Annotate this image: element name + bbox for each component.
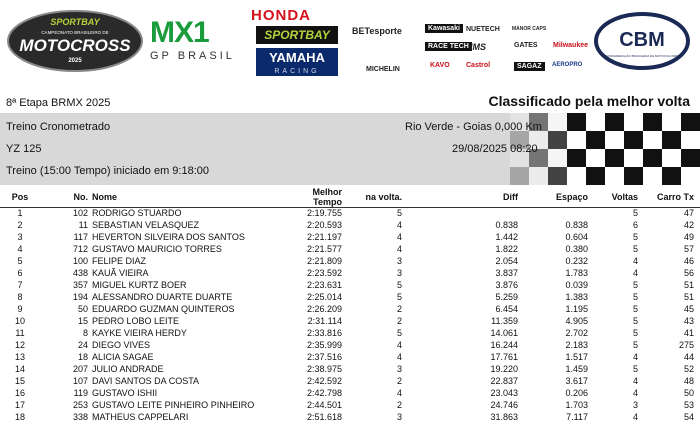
checker-square: [529, 167, 548, 185]
cell-transponder: 50: [683, 388, 694, 398]
cell-number: 357: [72, 280, 88, 290]
cell-gap: 0.380: [565, 244, 588, 254]
checker-square: [643, 167, 662, 185]
class-model: YZ 125: [6, 143, 42, 155]
cell-laps: 4: [632, 268, 638, 278]
cell-name: RODRIGO STUARDO: [92, 208, 182, 219]
checker-square: [586, 149, 605, 167]
col-pos: Pos: [11, 192, 29, 202]
cell-on-lap: 5: [396, 208, 402, 219]
checker-square: [681, 149, 700, 167]
table-row: [0, 232, 700, 244]
checker-square: [662, 113, 681, 131]
cell-name: EDUARDO GUZMAN QUINTEROS: [92, 304, 235, 314]
cell-on-lap: 2: [396, 400, 402, 410]
cell-laps: 4: [632, 256, 638, 266]
cell-on-lap: 5: [396, 280, 402, 290]
cell-diff: 0.838: [495, 220, 518, 230]
cell-on-lap: 3: [396, 364, 402, 374]
cell-on-lap: 3: [396, 256, 402, 266]
cell-transponder: 45: [683, 304, 694, 314]
cell-best-time: 2:21.809: [306, 256, 342, 266]
cell-laps: 4: [632, 388, 638, 398]
cell-best-time: 2:26.209: [306, 304, 342, 314]
cell-laps: 5: [632, 328, 638, 338]
checker-square: [624, 149, 643, 167]
cell-laps: 5: [632, 316, 638, 326]
table-row: [0, 220, 700, 232]
cell-transponder: 49: [683, 232, 694, 242]
cell-pos: 17: [14, 400, 25, 410]
cell-gap: 0.206: [565, 388, 588, 398]
cell-pos: 5: [17, 256, 23, 266]
cell-gap: 1.383: [565, 292, 588, 302]
logo-main-text: MOTOCROSS: [19, 36, 131, 55]
table-row: [0, 292, 700, 304]
logo-mid-text: CAMPEONATO BRASILEIRO DE: [41, 30, 109, 35]
cell-transponder: 43: [683, 316, 694, 326]
cell-laps: 4: [632, 376, 638, 386]
checker-square: [681, 113, 700, 131]
cell-laps: 5: [632, 304, 638, 314]
cell-diff: [428, 208, 518, 220]
checker-square: [567, 131, 586, 149]
col-diff: Diff: [503, 192, 518, 202]
cell-on-lap: 2: [396, 316, 402, 326]
table-row: [0, 412, 700, 424]
cell-name: HEVERTON SILVEIRA DOS SANTOS: [92, 232, 245, 242]
sponsor-gates: GATES: [514, 42, 538, 49]
cell-pos: 13: [14, 352, 25, 362]
cell-laps: 4: [632, 412, 638, 422]
cell-pos: 1: [17, 208, 23, 219]
checker-square: [662, 131, 681, 149]
checker-square: [643, 149, 662, 167]
checker-square: [548, 131, 567, 149]
checker-square: [624, 167, 643, 185]
cell-laps: 5: [632, 232, 638, 242]
checker-square: [624, 131, 643, 149]
cell-name: ALESSANDRO DUARTE DUARTE: [92, 292, 233, 302]
cell-pos: 11: [15, 328, 25, 338]
cell-transponder: 42: [683, 220, 694, 230]
checker-square: [605, 113, 624, 131]
cell-on-lap: 2: [396, 304, 402, 314]
table-row: [0, 400, 700, 412]
cell-best-time: 2:38.975: [306, 364, 342, 374]
location-text: Rio Verde - Goias 0,000 Km: [405, 121, 542, 133]
cell-number: 338: [72, 412, 88, 422]
cell-name: KAUÃ VIEIRA: [92, 268, 149, 278]
cell-number: 102: [72, 208, 88, 219]
cell-diff: 1.822: [495, 244, 518, 254]
table-row: [0, 340, 700, 352]
cell-transponder: 275: [678, 340, 694, 350]
logo-top-text: SPORTBAY: [50, 17, 100, 27]
cell-number: 207: [72, 364, 88, 374]
cell-number: 712: [72, 244, 88, 254]
cbm-sub-text: CONFEDERAÇÃO BRASILEIRA DE MOTOCICLISMO: [605, 54, 679, 58]
checker-square: [643, 113, 662, 131]
cell-diff: 16.244: [490, 340, 518, 350]
cell-gap: 0.039: [565, 280, 588, 290]
cell-gap: 1.459: [565, 364, 588, 374]
cell-diff: 23.043: [490, 388, 518, 398]
session-start-info: Treino (15:00 Tempo) iniciado em 9:18:00: [6, 165, 210, 177]
cell-number: 438: [72, 268, 88, 278]
col-name: Nome: [92, 192, 118, 202]
checker-square: [643, 131, 662, 149]
cell-gap: 1.783: [565, 268, 588, 278]
checker-square: [548, 113, 567, 131]
cell-pos: 10: [14, 316, 25, 326]
cell-best-time: 2:37.516: [306, 352, 342, 362]
cell-pos: 16: [14, 388, 25, 398]
cell-pos: 9: [17, 304, 23, 314]
checker-square: [567, 113, 586, 131]
cell-on-lap: 3: [396, 268, 402, 278]
sponsor-milwaukee: Milwaukee: [553, 42, 589, 49]
cell-number: 11: [78, 220, 88, 230]
cell-pos: 15: [14, 376, 25, 386]
cell-diff: 5.259: [495, 292, 518, 302]
cell-gap: 1.195: [565, 304, 588, 314]
cell-on-lap: 3: [396, 412, 402, 422]
cell-pos: 8: [17, 292, 23, 302]
yamaha-logo: [256, 48, 338, 76]
checker-square: [624, 113, 643, 131]
cell-transponder: 57: [683, 244, 694, 254]
col-laps: Voltas: [611, 192, 638, 202]
cell-laps: 5: [632, 208, 638, 219]
table-row: [0, 364, 700, 376]
cell-number: 194: [72, 292, 88, 302]
cell-laps: 5: [632, 244, 638, 254]
cell-number: 119: [73, 388, 88, 398]
cell-transponder: 46: [683, 256, 694, 266]
sponsor-castrol: Castrol: [466, 62, 491, 69]
cell-gap: [518, 208, 588, 220]
table-row: [0, 208, 700, 220]
checker-square: [586, 167, 605, 185]
cell-name: GUSTAVO ISHII: [92, 388, 158, 398]
sponsor-nuetech: NUETECH: [466, 26, 500, 33]
cell-pos: 3: [17, 232, 23, 242]
stage-title: 8ª Etapa BRMX 2025: [6, 97, 111, 109]
checker-square: [567, 149, 586, 167]
yamaha-sub-text: RACING: [274, 68, 320, 75]
cell-gap: 1.703: [565, 400, 588, 410]
session-name: Treino Cronometrado: [6, 121, 111, 133]
sponsor-race-tech: RACE TECH: [425, 42, 472, 51]
cell-name: FELIPE DIAZ: [92, 256, 147, 266]
cell-diff: 22.837: [490, 376, 518, 386]
cell-best-time: 2:21.197: [306, 232, 342, 242]
cell-diff: 24.746: [490, 400, 518, 410]
cell-diff: 2.054: [495, 256, 518, 266]
cell-pos: 6: [17, 268, 23, 278]
col-on-lap: na volta.: [365, 192, 402, 202]
table-row: [0, 304, 700, 316]
sponsor-kawasaki: Kawasaki: [425, 24, 463, 33]
table-row: [0, 316, 700, 328]
checker-square: [605, 131, 624, 149]
cell-number: 18: [77, 352, 88, 362]
logo-year-text: 2025: [68, 58, 82, 64]
cell-best-time: 2:33.816: [306, 328, 342, 338]
sportbay-logo: SPORTBAY: [256, 26, 338, 44]
cell-number: 24: [77, 340, 88, 350]
mx1-main-text: MX1: [150, 16, 209, 49]
cell-diff: 3.876: [495, 280, 518, 290]
cell-on-lap: 4: [396, 244, 402, 254]
sponsor-michelin: MICHELIN: [366, 66, 400, 73]
cell-number: 107: [72, 376, 88, 386]
cell-gap: 3.617: [565, 376, 588, 386]
cell-number: 253: [72, 400, 88, 410]
cell-on-lap: 5: [396, 328, 402, 338]
cell-gap: 7.117: [566, 412, 588, 422]
cell-transponder: 44: [683, 352, 694, 362]
cell-number: 15: [77, 316, 88, 326]
cell-name: DIEGO VIVES: [92, 340, 151, 350]
results-table: [0, 187, 700, 424]
cell-diff: 19.220: [490, 364, 518, 374]
sponsor-aeropro: AEROPRO: [552, 62, 583, 68]
cell-transponder: 47: [683, 208, 694, 219]
checker-square: [567, 167, 586, 185]
col-best-time: Melhor Tempo: [312, 187, 342, 207]
cell-best-time: 2:44.501: [306, 400, 342, 410]
checker-square: [681, 167, 700, 185]
cell-laps: 3: [632, 400, 638, 410]
cell-name: MIGUEL KURTZ BOER: [92, 280, 187, 290]
cell-best-time: 2:42.798: [306, 388, 342, 398]
col-transponder: Carro Tx: [656, 192, 694, 202]
checker-square: [662, 167, 681, 185]
cell-diff: 1.442: [495, 232, 518, 242]
cell-number: 50: [77, 304, 88, 314]
cell-name: MATHEUS CAPPELARI: [92, 412, 189, 422]
cell-transponder: 51: [683, 292, 694, 302]
cell-pos: 7: [17, 280, 23, 290]
cell-name: JULIO ANDRADE: [92, 364, 164, 374]
cell-transponder: 51: [683, 280, 694, 290]
table-row: [0, 280, 700, 292]
cell-name: KAYKE VIEIRA HERDY: [92, 328, 187, 338]
cell-pos: 12: [14, 340, 25, 350]
cell-diff: 3.837: [495, 268, 518, 278]
table-header-row: [0, 187, 700, 208]
cell-name: ALICIA SAGAE: [92, 352, 154, 362]
cell-name: GUSTAVO MAURICIO TORRES: [92, 244, 222, 254]
cell-transponder: 53: [683, 400, 694, 410]
table-row: [0, 256, 700, 268]
checker-square: [586, 113, 605, 131]
sponsor-ims: IMS: [470, 42, 487, 52]
cell-laps: 5: [632, 292, 638, 302]
sponsor-manor-caps: MANOR CAPS: [512, 26, 547, 32]
cell-laps: 5: [632, 364, 638, 374]
col-gap: Espaço: [555, 192, 588, 202]
cell-pos: 14: [14, 364, 25, 374]
cell-on-lap: 2: [396, 376, 402, 386]
checker-square: [586, 131, 605, 149]
checker-square: [662, 149, 681, 167]
cell-number: 8: [82, 328, 88, 338]
table-row: [0, 388, 700, 400]
cell-best-time: 2:23.592: [306, 268, 342, 278]
cell-gap: 2.702: [565, 328, 588, 338]
checker-square: [605, 167, 624, 185]
cell-name: DAVI SANTOS DA COSTA: [92, 376, 200, 386]
cell-on-lap: 4: [396, 388, 402, 398]
table-row: [0, 328, 700, 340]
cell-best-time: 2:35.999: [306, 340, 342, 350]
cell-on-lap: 4: [396, 232, 402, 242]
cell-pos: 18: [14, 412, 25, 422]
table-row: [0, 376, 700, 388]
cell-name: GUSTAVO LEITE PINHEIRO PINHEIRO: [92, 400, 255, 410]
cell-laps: 5: [632, 340, 638, 350]
cell-best-time: 2:19.755: [306, 208, 342, 219]
yamaha-main-text: YAMAHA: [269, 50, 325, 65]
cell-laps: 4: [632, 352, 638, 362]
cell-transponder: 54: [683, 412, 694, 422]
cell-best-time: 2:21.577: [306, 244, 342, 254]
cell-transponder: 41: [683, 328, 694, 338]
cell-best-time: 2:51.618: [306, 412, 342, 422]
cell-diff: 31.863: [490, 412, 518, 422]
cell-diff: 14.061: [490, 328, 518, 338]
table-row: [0, 352, 700, 364]
table-row: [0, 244, 700, 256]
motocross-championship-logo: [6, 10, 144, 72]
cell-best-time: 2:20.593: [306, 220, 342, 230]
checker-square: [510, 167, 529, 185]
cell-gap: 2.183: [565, 340, 588, 350]
cell-on-lap: 4: [396, 220, 402, 230]
cell-best-time: 2:23.631: [306, 280, 342, 290]
checker-square: [605, 149, 624, 167]
cell-name: SEBASTIAN VELASQUEZ: [92, 220, 200, 230]
checker-square: [681, 131, 700, 149]
honda-logo: HONDA: [251, 7, 311, 24]
cell-number: 117: [73, 232, 88, 242]
cell-on-lap: 4: [396, 340, 402, 350]
sponsor-sagaz: SAGAZ: [514, 62, 545, 71]
cell-diff: 6.454: [495, 304, 518, 314]
sponsor-banner: [0, 0, 700, 84]
cell-on-lap: 5: [396, 292, 402, 302]
cell-gap: 4.905: [565, 316, 588, 326]
cell-best-time: 2:31.114: [307, 316, 342, 326]
classification-title: Classificado pela melhor volta: [488, 93, 690, 109]
col-number: No.: [73, 192, 88, 202]
cell-number: 100: [72, 256, 88, 266]
cell-laps: 5: [632, 280, 638, 290]
cell-gap: 0.232: [565, 256, 588, 266]
table-row: [0, 268, 700, 280]
sponsor-kavo: KAVO: [430, 62, 450, 69]
cell-best-time: 2:25.014: [306, 292, 342, 302]
checker-square: [548, 149, 567, 167]
cell-on-lap: 4: [396, 352, 402, 362]
cell-gap: 0.838: [565, 220, 588, 230]
cell-laps: 6: [632, 220, 638, 230]
cell-transponder: 52: [683, 364, 694, 374]
session-datetime: 29/08/2025 08:20: [452, 143, 538, 155]
sponsor-betesporte: BETesporte: [352, 26, 402, 36]
mx1-sub-text: GP BRASIL: [150, 50, 235, 62]
checker-square: [548, 167, 567, 185]
cell-diff: 17.761: [490, 352, 518, 362]
cell-diff: 11.359: [491, 316, 518, 326]
cell-gap: 0.604: [565, 232, 588, 242]
mx1-logo: [150, 18, 246, 60]
cbm-main-text: CBM: [619, 29, 665, 51]
cell-pos: 4: [17, 244, 23, 254]
cell-transponder: 48: [683, 376, 694, 386]
cell-transponder: 56: [683, 268, 694, 278]
cell-gap: 1.517: [565, 352, 588, 362]
cell-pos: 2: [17, 220, 23, 230]
cbm-logo: [594, 12, 690, 70]
cell-best-time: 2:42.592: [306, 376, 342, 386]
cell-name: PEDRO LOBO LEITE: [92, 316, 180, 326]
